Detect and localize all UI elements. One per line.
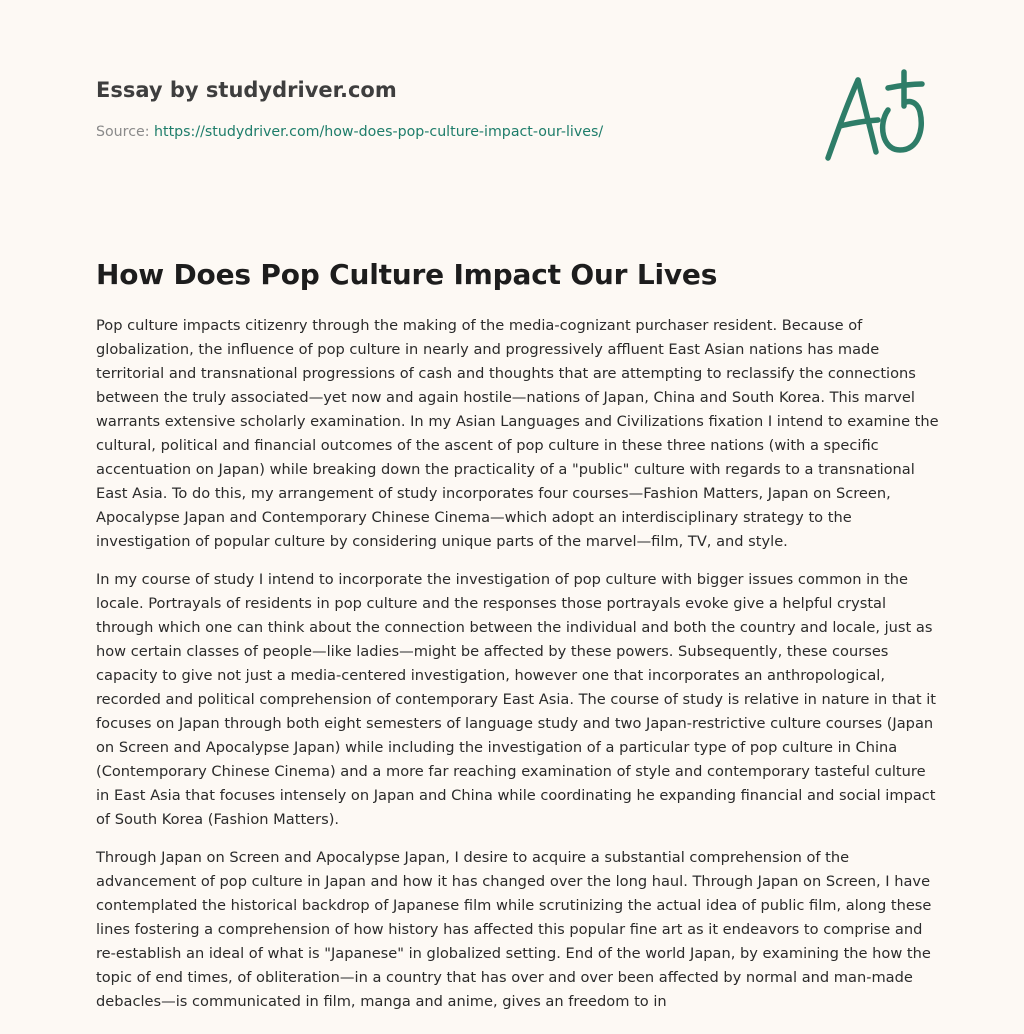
paragraph-2: In my course of study I intend to incorporate the investigation of pop culture with bigger issues common in the locale. Portrayals of residents in pop culture and the responses those portrayals evoke give a helpful crystal through which one can think about the connection between the individual and both the country and locale, just as how certain classes of people—like ladies—might be affected by these powers. Subsequently, these courses capacity to give not just a media-centered investigation, however one that incorporates an anthropological, recorded and political comprehension of contemporary East Asia. The course of study is relative in nature in that it focuses on Japan through both eight semesters of language study and two Japan-restrictive culture courses (Japan on Screen and Apocalypse Japan) while including the investigation of a particular type of pop culture in China (Contemporary Chinese Cinema) and a more far reaching examination of style and contemporary tasteful culture in East Asia that focuses intensely on Japan and China while coordinating he expanding financial and social impact of South Korea (Fashion Matters). (96, 571, 937, 828)
essay-header (96, 76, 796, 142)
essay-body (96, 314, 942, 1028)
paragraph-3: Through Japan on Screen and Apocalypse Japan, I desire to acquire a substantial comprehension of the advancement of pop culture in Japan and how it has changed over the long haul. Through Japan on Screen, I have contemplated the historical backdrop of Japanese film while scrutinizing the actual idea of public film, along these lines fostering a comprehension of how history has affected this popular fine art as it endeavors to comprise and re-establish an ideal of what is "Japanese" in globalized setting. End of the world Japan, by examining the how the topic of end times, of obliteration—in a country that has over and over been affected by normal and man-made debacles—is communicated in film, manga and anime, gives an freedom to in (96, 849, 932, 1010)
source-line (96, 122, 796, 142)
essay-by-heading: Essay by studydriver.com (96, 78, 397, 102)
source-link[interactable]: https://studydriver.com/how-does-pop-culture-impact-our-lives/ (154, 124, 604, 140)
source-label: Source: (96, 124, 150, 140)
page-title: How Does Pop Culture Impact Our Lives (96, 258, 718, 291)
paragraph-1: Pop culture impacts citizenry through the making of the media-cognizant purchaser resident. Because of globalization, the influence of pop culture in nearly and progressively affluent East Asian nations has made territorial and transnational progressions of cash and thoughts that are attempting to reclassify the connections between the truly associated—yet now and again hostile—nations of Japan, China and South Korea. This marvel warrants extensive scholarly examination. In my Asian Languages and Civilizations fixation I intend to examine the cultural, political and financial outcomes of the ascent of pop culture in these three nations (with a specific accentuation on Japan) while breaking down the practicality of a "public" culture with regards to a transnational East Asia. To do this, my arrangement of study incorporates four courses—Fashion Matters, Japan on Screen, Apocalypse Japan and Contemporary Chinese Cinema—which adopt an interdisciplinary strategy to the investigation of popular culture by considering unique parts of the marvel—film, TV, and style. (96, 317, 939, 550)
a-plus-logo-icon (820, 68, 932, 168)
